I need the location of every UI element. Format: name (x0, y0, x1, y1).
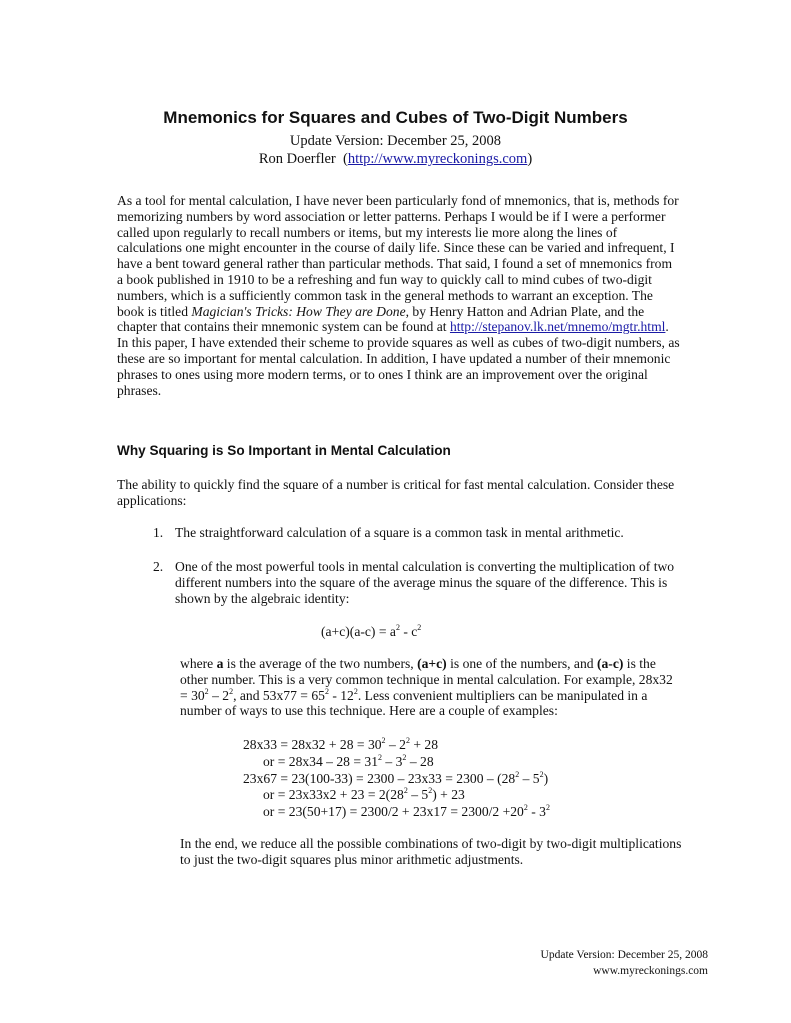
book-post: , by Henry Hatton and Adrian Plate, and the (405, 303, 645, 319)
list-item-2 (175, 559, 715, 606)
intro-line: phrases. (117, 382, 162, 398)
bold-term: (a-c) (596, 656, 624, 671)
list-number-1: 1. (153, 525, 164, 540)
author-line: Ron Doerfler (http://www.myreckonings.com) (258, 151, 533, 167)
intro-line: have a bent toward general rather than particular methods. That said, I found a set of mnemonics from (117, 256, 673, 272)
intro-line: In this paper, I have extended their scheme to provide squares as well as cubes of two-digit numbers, as (117, 335, 680, 351)
footer-version: Update Version: December 25, 2008 (540, 949, 708, 961)
example-line: or = $28x34 - 28 = 31^2 - 3^2 - 28$ (263, 752, 434, 769)
chapter-pre: chapter that contains their mnemonic system can be found at (117, 319, 450, 335)
section-heading: Why Squaring is So Important in Mental Calculation (117, 443, 451, 458)
where-line: other number. This is a very common technique in mental calculation. For example, 28x32 (180, 671, 673, 687)
intro-line (117, 304, 717, 320)
page-title: Mnemonics for Squares and Cubes of Two-Digit Numbers (163, 108, 628, 127)
item2-line: different numbers into the square of the average minus the square of the difference. This is (175, 574, 668, 590)
intro-line (117, 319, 717, 335)
intro-line: phrases to ones using more modern terms, or to ones I think are an improvement over the original (117, 366, 648, 382)
book-title: Magician's Tricks: How They are Done (191, 303, 406, 319)
example-line: $23x67 = 23(100-33) = 2300 - 23x33 = 2300 - (28^2 - 5^2)$ (243, 769, 549, 786)
where-line: = $30^2 - 2^2$, and $53x77 = 65^2 - 12^2$. Less convenient multipliers can be manipulated in a (180, 686, 648, 703)
item2-line: shown by the algebraic identity: (175, 590, 350, 606)
example-line: or = $23x33x2 + 23 = 2(28^2 - 5^2) + 23$ (263, 786, 465, 803)
intro-line: memorizing numbers by word association or letter patterns. Perhaps I would be if I were a performer (117, 208, 666, 224)
bold-term: (a+c) (417, 656, 447, 671)
identity-rhs: - c (399, 624, 418, 639)
intro-line: numbers, which is a sufficiently common task in the general methods to warrant an exception. The (117, 287, 653, 303)
applications-paragraph (117, 477, 717, 509)
page-footer (541, 947, 708, 979)
chapter-post: . (665, 319, 669, 335)
applications-line: applications: (117, 492, 187, 508)
intro-line: a book published in 1910 to be a refreshing and fun way to quickly call to mind cubes of two-digit (117, 271, 652, 287)
intro-line: As a tool for mental calculation, I have never been particularly fond of mnemonics, that is, methods for (117, 193, 679, 208)
footer-site: www.myreckonings.com (593, 965, 708, 977)
exponent: 2 (395, 623, 400, 632)
author-url-link[interactable]: http://www.myreckonings.com (347, 151, 528, 167)
book-pre: book is titled (117, 303, 192, 319)
chapter-url-link[interactable]: http://stepanov.lk.net/mnemo/mgtr.html (449, 319, 666, 335)
example-line: $28x33 = 28x32 + 28 = 30^2 - 2^2 + 28$ (243, 736, 438, 752)
where-line: where a is the average of the two numbers, (a+c) is one of the numbers, and (a-c) is the (180, 656, 656, 671)
algebraic-identity (321, 624, 421, 640)
where-line: number of ways to use this technique. Here are a couple of examples: (180, 703, 558, 719)
item2-line: One of the most powerful tools in mental calculation is converting the multiplication of two (175, 559, 675, 574)
conclusion-paragraph (180, 836, 720, 868)
conclusion-line: In the end, we reduce all the possible combinations of two-digit by two-digit multiplications (180, 836, 682, 851)
example-line: or = $23(50+17) = 2300/2 + 23x17 = 2300/2 +20^2 - 3^2$ (263, 803, 550, 820)
identity-lhs: (a+c)(a-c) = a (321, 624, 396, 639)
bold-term: a (216, 656, 224, 671)
conclusion-line: to just the two-digit squares plus minor arithmetic adjustments. (180, 851, 524, 867)
exponent: 2 (417, 623, 422, 632)
update-version: Update Version: December 25, 2008 (289, 133, 502, 149)
intro-line: called upon regularly to recall numbers or items, but my interests lie more along the lines of (117, 224, 618, 240)
list-number-2: 2. (153, 559, 164, 574)
examples-block (243, 737, 550, 821)
author-name: Ron Doerfler (258, 151, 336, 167)
where-paragraph (180, 656, 720, 719)
list-item-1: The straightforward calculation of a square is a common task in mental arithmetic. (175, 525, 624, 540)
intro-line: these are so important for mental calculation. In addition, I have updated a number of their mnemonic (117, 350, 671, 366)
applications-line: The ability to quickly find the square of a number is critical for fast mental calculation. Consider these (117, 477, 675, 492)
intro-line: calculations one might encounter in the course of daily life. Since these can be varied and infrequent, I (117, 240, 675, 256)
intro-paragraph (117, 193, 717, 398)
